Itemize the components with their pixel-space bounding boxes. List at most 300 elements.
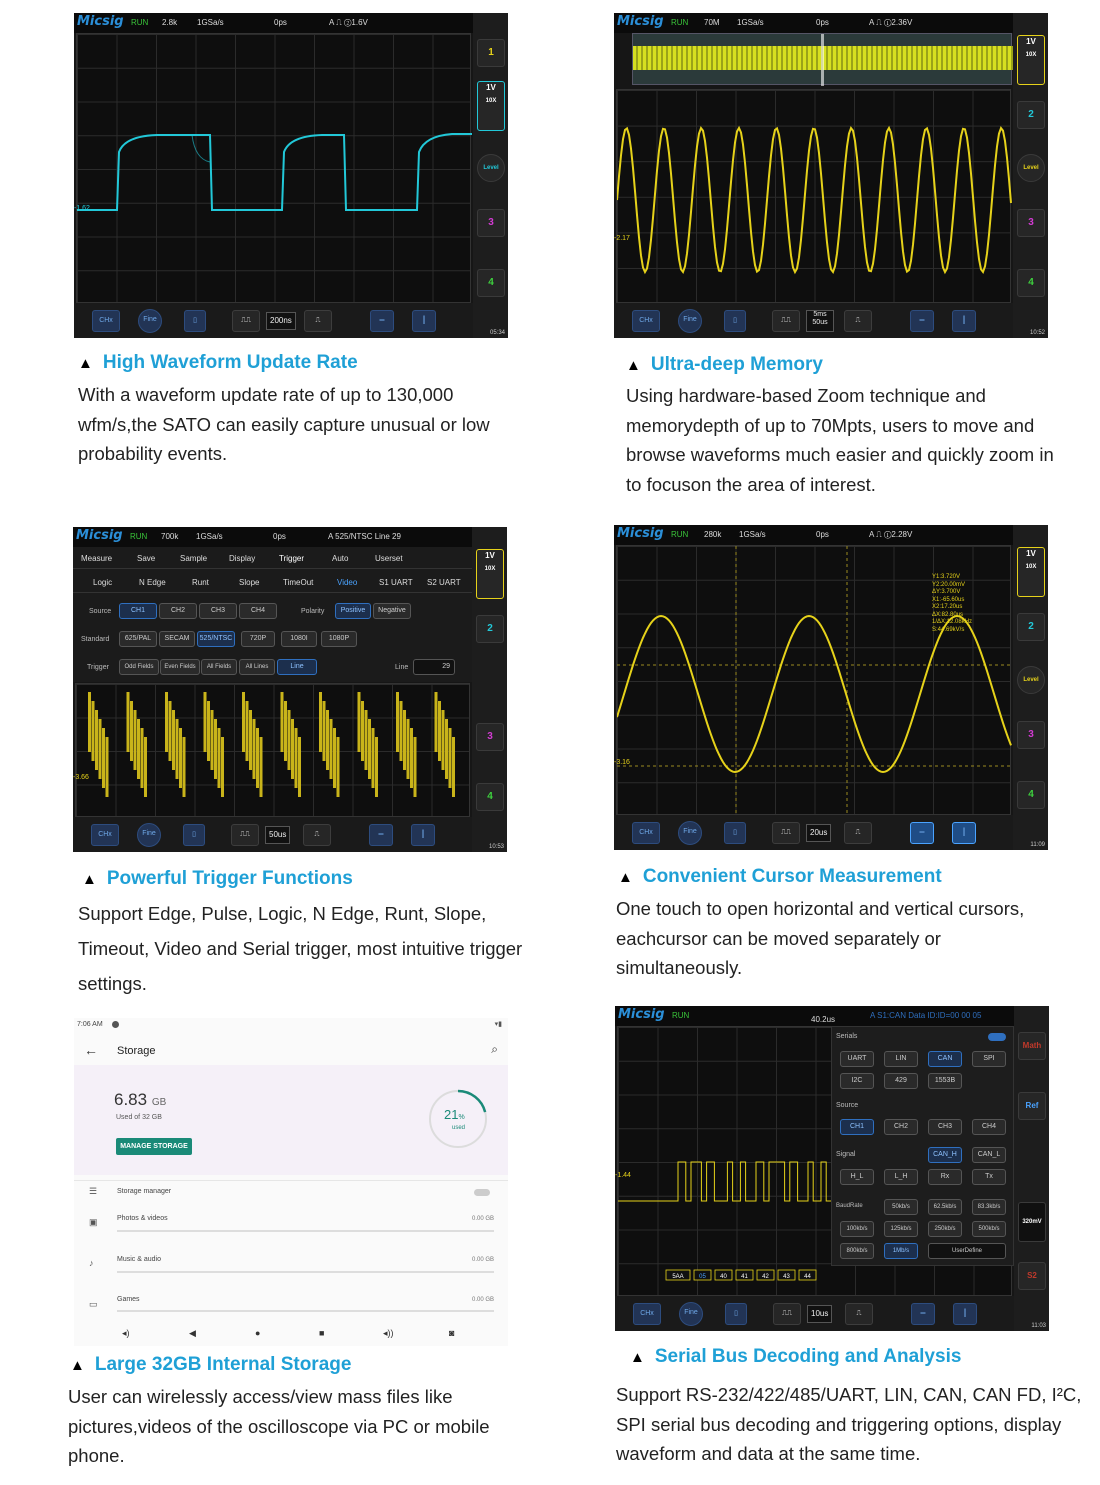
baud-125k[interactable]: 125kb/s: [884, 1221, 918, 1237]
ch2-scale-button[interactable]: [477, 81, 505, 131]
run-status[interactable]: RUN: [131, 18, 149, 27]
sample-rate: 1GSa/s: [196, 532, 223, 541]
video-burst: [452, 737, 455, 797]
timebase-increase-icon[interactable]: ⎍: [303, 824, 331, 846]
manage-storage-button[interactable]: MANAGE STORAGE: [116, 1138, 192, 1155]
android-nav-bar: [74, 1324, 508, 1346]
battery-wifi-icon: ▾▮: [494, 1021, 502, 1028]
signal-can-l[interactable]: CAN_L: [972, 1147, 1006, 1163]
ch1-volts: 1V: [1026, 549, 1036, 558]
scope-screen-1: [74, 13, 508, 338]
source-ch2[interactable]: CH2: [884, 1119, 918, 1135]
usage-bar: [117, 1271, 494, 1273]
scope-screen-4: [614, 525, 1048, 850]
back-icon[interactable]: ◀: [189, 1328, 196, 1338]
fine-button[interactable]: Fine: [678, 309, 702, 333]
video-burst: [207, 701, 210, 761]
micsig-logo: Micsig: [77, 14, 124, 29]
percent-unit: %: [458, 1114, 465, 1121]
ch2-button[interactable]: 2: [1017, 613, 1045, 641]
video-burst: [211, 710, 214, 770]
signal-rx[interactable]: Rx: [928, 1169, 962, 1185]
page-title: Storage: [117, 1045, 156, 1057]
ch4-button[interactable]: 4: [477, 269, 505, 297]
math-button[interactable]: Math: [1018, 1032, 1046, 1060]
decode-frame-label: 43: [783, 1274, 790, 1280]
video-burst: [368, 719, 371, 779]
trigger-all-fields[interactable]: All Fields: [201, 659, 237, 675]
tab-sample[interactable]: Sample: [180, 554, 208, 563]
feature-text-1: With a waveform update rate of up to 130,000 wfm/s,the SATO can easily capture unusual or low probability events.: [78, 384, 490, 464]
bottom-toolbar: [74, 303, 473, 338]
channel-sidebar: [1014, 1006, 1049, 1331]
clock: 11:09: [1030, 842, 1045, 848]
tab-runt[interactable]: Runt: [192, 578, 209, 587]
ch1-level-marker[interactable]: -1.44: [615, 1172, 631, 1179]
feature-title-3: [82, 868, 353, 890]
signal-h-l[interactable]: H_L: [840, 1169, 874, 1185]
chx-button[interactable]: CHx: [632, 310, 660, 332]
timebase-decrease-icon[interactable]: ⎍⎍: [232, 310, 260, 332]
trigger-info[interactable]: A ⎍ ②1.6V: [329, 18, 368, 27]
timebase-value[interactable]: 20us: [806, 824, 831, 842]
sample-rate: 1GSa/s: [197, 18, 224, 27]
trigger-even-fields[interactable]: Even Fields: [160, 659, 200, 675]
video-burst: [242, 692, 245, 752]
video-burst: [127, 692, 130, 752]
home-icon[interactable]: ●: [255, 1328, 261, 1338]
trigger-info[interactable]: A S1:CAN Data ID:ID=00 00 05: [870, 1011, 982, 1020]
timebase-value[interactable]: 5ms 50us: [806, 310, 834, 332]
list-item-music[interactable]: [74, 1252, 508, 1288]
micsig-logo: Micsig: [617, 14, 664, 29]
baud-800k[interactable]: 800kb/s: [840, 1243, 874, 1259]
serial-menu: [831, 1026, 1014, 1266]
feature-text-3: Support Edge, Pulse, Logic, N Edge, Runt, Slope, Timeout, Video and Serial trigger, most intuitive trigger settings.: [78, 903, 523, 994]
baud-500k[interactable]: 500kb/s: [972, 1221, 1006, 1237]
back-arrow-icon[interactable]: ←: [84, 1042, 98, 1058]
feature-title-text: Convenient Cursor Measurement: [642, 866, 942, 887]
video-burst: [358, 692, 361, 752]
readout-dy: ΔY:3.700V: [932, 589, 961, 595]
feature-text-4: One touch to open horizontal and vertical cursors, eachcursor can be moved separately or simultaneously.: [616, 898, 1025, 978]
video-burst: [221, 737, 224, 797]
video-burst: [95, 710, 98, 770]
ch2-button[interactable]: 2: [1017, 101, 1045, 129]
ch1-level-marker[interactable]: -3.16: [614, 759, 630, 766]
trigger-info[interactable]: A ⎍ ①2.28V: [869, 530, 913, 539]
video-burst: [449, 728, 452, 788]
photo-icon: ▣: [89, 1217, 98, 1227]
usage-percent: [444, 1107, 465, 1122]
standard-1080i[interactable]: 1080I: [281, 631, 317, 647]
standard-ntsc[interactable]: 525/NTSC: [197, 631, 235, 647]
ch1-volts: 1V: [485, 551, 495, 560]
baud-83k[interactable]: 83.3kb/s: [972, 1199, 1006, 1215]
timebase-increase-icon[interactable]: ⎍: [844, 822, 872, 844]
fine-button[interactable]: Fine: [138, 309, 162, 333]
level-button[interactable]: Level: [1017, 154, 1045, 182]
ch1-level-marker[interactable]: -3.66: [73, 774, 89, 781]
scope-screen-3: [73, 527, 507, 852]
serial-429[interactable]: 429: [884, 1073, 918, 1089]
timebase-decrease-icon[interactable]: ⎍⎍: [772, 310, 800, 332]
sample-rate: 1GSa/s: [737, 18, 764, 27]
trigger-label: Trigger: [87, 664, 109, 671]
video-burst: [260, 737, 263, 797]
video-burst: [179, 728, 182, 788]
fine-button[interactable]: Fine: [679, 1302, 703, 1326]
cursor-v-icon[interactable]: ║: [952, 310, 976, 332]
video-burst: [375, 737, 378, 797]
source-ch2[interactable]: CH2: [159, 603, 197, 619]
baud-50k[interactable]: 50kb/s: [884, 1199, 918, 1215]
ch1-probe: 10X: [1025, 52, 1037, 58]
micsig-logo: Micsig: [617, 526, 664, 541]
list-item-size: 0.00 GB: [471, 1216, 494, 1222]
baud-62k[interactable]: 62.5kb/s: [928, 1199, 962, 1215]
trigger-menu: [73, 547, 472, 682]
video-burst: [403, 710, 406, 770]
source-label: Source: [89, 608, 112, 615]
memory-depth: 70M: [704, 18, 720, 27]
timebase-increase-icon[interactable]: ⎍: [304, 310, 332, 332]
bottom-toolbar: [614, 815, 1013, 850]
video-burst: [288, 710, 291, 770]
video-burst: [361, 701, 364, 761]
screenshot-icon[interactable]: ◙: [449, 1328, 455, 1338]
polarity-positive[interactable]: Positive: [335, 603, 371, 619]
timebase-decrease-icon[interactable]: ⎍⎍: [772, 822, 800, 844]
video-burst: [298, 737, 301, 797]
feature-title-text: Ultra-deep Memory: [650, 354, 823, 375]
list-item-label: Music & audio: [117, 1256, 161, 1263]
cursor-readout: [932, 574, 972, 634]
used-unit: GB: [151, 1097, 167, 1108]
run-status[interactable]: RUN: [671, 18, 689, 27]
feature-title-6: [630, 1346, 961, 1368]
ch1-scale-button[interactable]: [476, 549, 504, 599]
waveform-grid[interactable]: [76, 33, 471, 303]
decode-frame-label: 05: [699, 1274, 706, 1280]
baud-250k[interactable]: 250kb/s: [928, 1221, 962, 1237]
scale-readout[interactable]: 320mV: [1018, 1202, 1046, 1242]
timebase-increase-icon[interactable]: ⎍: [844, 310, 872, 332]
ch1-probe: 10X: [1025, 564, 1037, 570]
music-icon: ♪: [89, 1258, 94, 1268]
video-burst: [88, 692, 91, 752]
trigger-type-tabs: [73, 571, 472, 593]
waveform-grid[interactable]: [75, 683, 470, 817]
timebase-value[interactable]: 10us: [807, 1305, 832, 1323]
decode-frame-label: 41: [741, 1274, 748, 1280]
ch4-button[interactable]: 4: [1017, 781, 1045, 809]
list-item-games[interactable]: [74, 1293, 508, 1323]
memory-depth: 280k: [704, 530, 722, 539]
tab-userset[interactable]: Userset: [375, 554, 403, 563]
timebase-decrease-icon[interactable]: ⎍⎍: [231, 824, 259, 846]
tab-trigger[interactable]: Trigger: [279, 554, 305, 563]
tab-s1-uart[interactable]: S1 UART: [379, 578, 413, 587]
tab-n-edge[interactable]: N Edge: [139, 578, 166, 587]
zoom-window-marker[interactable]: [821, 34, 824, 86]
ch2-button[interactable]: 2: [476, 615, 504, 643]
video-burst: [438, 701, 441, 761]
source-label: Source: [836, 1102, 859, 1109]
source-ch3[interactable]: CH3: [928, 1119, 962, 1135]
video-burst: [253, 719, 256, 779]
cursor-v-icon[interactable]: ║: [952, 822, 976, 844]
used-amount: [114, 1090, 166, 1110]
fine-button[interactable]: Fine: [678, 821, 702, 845]
tab-display[interactable]: Display: [229, 554, 256, 563]
video-burst: [130, 701, 133, 761]
source-ch3[interactable]: CH3: [199, 603, 237, 619]
run-status[interactable]: RUN: [672, 1011, 690, 1020]
ch2-waveform: [77, 34, 472, 304]
chx-button[interactable]: CHx: [91, 824, 119, 846]
chx-button[interactable]: CHx: [633, 1303, 661, 1325]
serial-uart[interactable]: UART: [840, 1051, 874, 1067]
feature-text-6: Support RS-232/422/485/UART, LIN, CAN, CAN FD, I²C, SPI serial bus decoding and triggering options, display waveform and data at the same time.: [616, 1384, 1082, 1464]
video-burst: [141, 728, 144, 788]
horizontal-position[interactable]: 0ps: [273, 532, 286, 541]
video-burst: [92, 701, 95, 761]
level-button[interactable]: Level: [477, 154, 505, 182]
trigger-line[interactable]: Line: [277, 659, 317, 675]
polarity-label: Polarity: [301, 608, 325, 615]
standard-label: Standard: [81, 636, 110, 643]
video-burst: [435, 692, 438, 752]
serial-lin[interactable]: LIN: [884, 1051, 918, 1067]
micsig-logo: Micsig: [76, 528, 123, 543]
tab-slope[interactable]: Slope: [239, 578, 260, 587]
cursor-h-icon[interactable]: ═: [911, 1303, 935, 1325]
save-icon[interactable]: ▯: [725, 1303, 747, 1325]
run-status[interactable]: RUN: [671, 530, 689, 539]
list-item-photos[interactable]: [74, 1211, 508, 1247]
cursor-h-icon[interactable]: ═: [910, 822, 934, 844]
micsig-logo: Micsig: [618, 1007, 665, 1022]
horizontal-position[interactable]: 0ps: [816, 18, 829, 27]
video-burst: [106, 737, 109, 797]
baud-user-define[interactable]: UserDefine: [928, 1243, 1006, 1259]
video-burst: [410, 728, 413, 788]
ch3-button[interactable]: 3: [1017, 209, 1045, 237]
ch1-scale-button[interactable]: [1017, 35, 1045, 85]
video-burst: [284, 701, 287, 761]
list-item-storage-manager[interactable]: [74, 1180, 508, 1204]
save-icon[interactable]: ▯: [183, 824, 205, 846]
video-burst: [291, 719, 294, 779]
serial-1553b[interactable]: 1553B: [928, 1073, 962, 1089]
usage-bar: [117, 1310, 494, 1312]
ch1-volts: 1V: [1026, 37, 1036, 46]
usage-bar: [117, 1230, 494, 1232]
menu-top-tabs: [73, 547, 472, 569]
storage-manager-toggle[interactable]: [474, 1189, 490, 1196]
waveform-grid[interactable]: [616, 89, 1011, 303]
ch4-button[interactable]: 4: [1017, 269, 1045, 297]
used-of-total: Used of 32 GB: [116, 1114, 162, 1121]
timebase-increase-icon[interactable]: ⎍: [845, 1303, 873, 1325]
horizontal-position[interactable]: 0ps: [816, 530, 829, 539]
serial-spi[interactable]: SPI: [972, 1051, 1006, 1067]
ch1-level-marker[interactable]: -2.17: [614, 235, 630, 242]
signal-tx[interactable]: Tx: [972, 1169, 1006, 1185]
trigger-info[interactable]: A 525/NTSC Line 29: [328, 532, 401, 541]
ch3-button[interactable]: 3: [1017, 721, 1045, 749]
list-item-size: 0.00 GB: [471, 1257, 494, 1263]
horizontal-position[interactable]: 0ps: [274, 18, 287, 27]
bottom-toolbar: [614, 303, 1013, 338]
s2-button[interactable]: S2: [1018, 1262, 1046, 1290]
ch4-button[interactable]: 4: [476, 783, 504, 811]
save-icon[interactable]: ▯: [724, 822, 746, 844]
usage-label: used: [452, 1125, 466, 1131]
standard-secam[interactable]: SECAM: [159, 631, 195, 647]
scope-screen-2: [614, 13, 1048, 338]
standard-1080p[interactable]: 1080P: [321, 631, 357, 647]
video-burst: [333, 728, 336, 788]
cursor-h-icon[interactable]: ═: [910, 310, 934, 332]
triangle-icon: ▲: [78, 355, 93, 372]
status-bar: [614, 13, 1048, 33]
save-icon[interactable]: ▯: [184, 310, 206, 332]
timebase-value[interactable]: 50us: [265, 826, 290, 844]
source-ch1[interactable]: CH1: [119, 603, 157, 619]
serials-label: Serials: [836, 1033, 858, 1040]
bottom-toolbar: [73, 817, 472, 852]
baud-1m[interactable]: 1Mb/s: [884, 1243, 918, 1259]
video-burst: [414, 737, 417, 797]
tab-video[interactable]: Video: [337, 578, 358, 587]
status-bar: [74, 13, 508, 33]
triangle-icon: ▲: [618, 869, 633, 886]
ref-button[interactable]: Ref: [1018, 1092, 1046, 1120]
line-label: Line: [395, 664, 409, 671]
feature-title-1: [78, 352, 358, 374]
decode-frame-label: 42: [762, 1274, 769, 1280]
zoom-overview[interactable]: [632, 33, 1012, 85]
serial-i2c[interactable]: I2C: [840, 1073, 874, 1089]
ch3-button[interactable]: 3: [476, 723, 504, 751]
recents-icon[interactable]: ■: [319, 1328, 325, 1338]
search-icon[interactable]: ⌕: [491, 1042, 498, 1056]
run-status[interactable]: RUN: [130, 532, 148, 541]
chx-button[interactable]: CHx: [92, 310, 120, 332]
standard-pal[interactable]: 625/PAL: [119, 631, 157, 647]
ch2-volts: 1V: [486, 83, 496, 92]
feature-title-4: [618, 866, 942, 888]
status-bar: [614, 525, 1048, 545]
line-input[interactable]: 29: [413, 659, 455, 675]
serials-toggle[interactable]: [988, 1033, 1006, 1041]
cursor-h-icon[interactable]: ═: [369, 824, 393, 846]
triangle-icon: ▲: [82, 871, 97, 888]
ch1-scale-button[interactable]: [1017, 547, 1045, 597]
readout-inv-dx: 1/ΔX:12.08kHz: [932, 619, 973, 625]
chx-button[interactable]: CHx: [632, 822, 660, 844]
trigger-info[interactable]: A ⎍ ①2.36V: [869, 18, 913, 27]
video-burst: [249, 710, 252, 770]
storage-summary: [74, 1065, 508, 1175]
ch1-probe: 10X: [484, 566, 496, 572]
baud-100k[interactable]: 100kb/s: [840, 1221, 874, 1237]
video-burst: [183, 737, 186, 797]
cursor-v-icon[interactable]: ║: [953, 1303, 977, 1325]
trigger-all-lines[interactable]: All Lines: [239, 659, 275, 675]
ch1-video-waveform: [76, 684, 471, 818]
games-icon: ▭: [89, 1299, 98, 1309]
fine-button[interactable]: Fine: [137, 823, 161, 847]
feature-text-2: Using hardware-based Zoom technique and memorydepth of up to 70Mpts, users to move and browse waveforms much easier and quickly zoom in to focuson the area of interest.: [626, 385, 1054, 495]
tab-auto[interactable]: Auto: [332, 554, 349, 563]
video-burst: [102, 728, 105, 788]
tab-logic[interactable]: Logic: [93, 578, 113, 587]
tab-timeout[interactable]: TimeOut: [283, 578, 314, 587]
signal-l-h[interactable]: L_H: [884, 1169, 918, 1185]
cursor-v-icon[interactable]: ║: [411, 824, 435, 846]
notification-icon: [112, 1021, 119, 1028]
cursor-v-icon[interactable]: ║: [412, 310, 436, 332]
channel-sidebar: [1013, 13, 1048, 338]
ch2-level-marker[interactable]: -1.62: [74, 205, 90, 212]
video-burst: [372, 728, 375, 788]
source-ch4[interactable]: CH4: [239, 603, 277, 619]
video-burst: [256, 728, 259, 788]
trigger-odd-fields[interactable]: Odd Fields: [119, 659, 159, 675]
video-burst: [337, 737, 340, 797]
android-storage-screen: [74, 1018, 508, 1346]
list-item-label: Games: [117, 1296, 140, 1303]
decode-frame-label: 44: [804, 1274, 811, 1280]
serial-can[interactable]: CAN: [928, 1051, 962, 1067]
timebase-decrease-icon[interactable]: ⎍⎍: [773, 1303, 801, 1325]
horizontal-position[interactable]: 40.2us: [811, 1015, 836, 1024]
clock: 05:34: [489, 330, 505, 336]
tab-s2-uart[interactable]: S2 UART: [427, 578, 461, 587]
feature-title-2: [626, 354, 823, 376]
volume-down-icon[interactable]: ◂): [122, 1328, 130, 1338]
source-ch1[interactable]: CH1: [840, 1119, 874, 1135]
tab-measure[interactable]: Measure: [81, 554, 113, 563]
status-time: 7:06 AM: [77, 1021, 103, 1028]
standard-720p[interactable]: 720P: [241, 631, 275, 647]
video-burst: [134, 710, 137, 770]
video-burst: [442, 710, 445, 770]
clock: 10:52: [1029, 330, 1045, 336]
save-icon[interactable]: ▯: [724, 310, 746, 332]
cursor-h-icon[interactable]: ═: [370, 310, 394, 332]
memory-depth: 2.8k: [162, 18, 178, 27]
ch3-button[interactable]: 3: [477, 209, 505, 237]
video-burst: [445, 719, 448, 779]
ch1-button[interactable]: 1: [477, 39, 505, 67]
timebase-value[interactable]: 200ns: [266, 312, 296, 330]
polarity-negative[interactable]: Negative: [373, 603, 411, 619]
tab-save[interactable]: Save: [137, 554, 156, 563]
signal-can-h[interactable]: CAN_H: [928, 1147, 962, 1163]
triangle-icon: ▲: [630, 1349, 645, 1366]
feature-text-5: User can wirelessly access/view mass files like pictures,videos of the oscilloscope via PC or mobile phone.: [68, 1386, 490, 1466]
source-ch4[interactable]: CH4: [972, 1119, 1006, 1135]
volume-up-icon[interactable]: ◂)): [383, 1328, 394, 1338]
list-icon: ☰: [89, 1186, 98, 1196]
memory-depth: 700k: [161, 532, 179, 541]
level-button[interactable]: Level: [1017, 666, 1045, 694]
list-item-label: Storage manager: [117, 1188, 172, 1195]
